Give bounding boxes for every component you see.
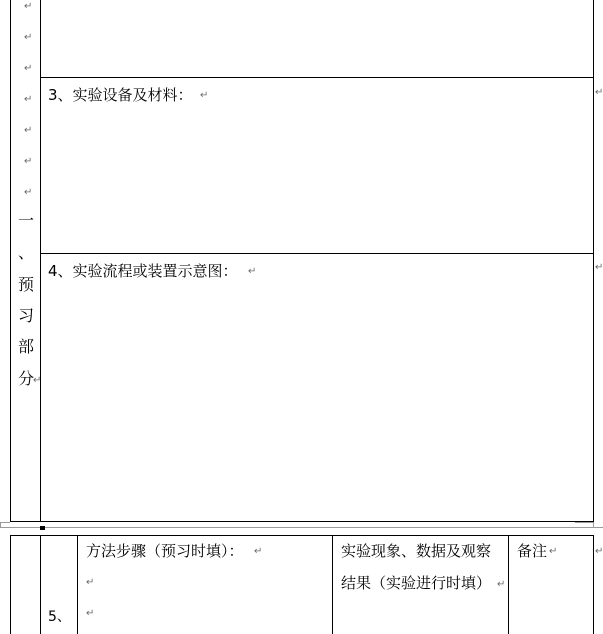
observation-header-line1: 实验现象、数据及观察	[341, 542, 492, 560]
upper-table-bottom-border	[10, 521, 594, 522]
method-steps-header: 方法步骤（预习时填）：	[86, 542, 244, 560]
row-separator-1	[40, 77, 594, 78]
paragraph-mark: ↵	[254, 546, 263, 557]
section-title-char: 习	[17, 306, 34, 325]
paragraph-mark: ↵	[86, 577, 95, 588]
paragraph-mark: ↵	[24, 63, 33, 74]
lower-table-col-divider-1	[40, 535, 41, 634]
paragraph-mark: ↵	[33, 375, 42, 386]
section-title-char: 分	[17, 369, 34, 388]
upper-table-column-divider	[40, 0, 41, 522]
paragraph-mark: ↵	[24, 187, 33, 198]
paragraph-mark: ↵	[595, 87, 603, 98]
lower-table-left-border	[10, 535, 11, 634]
separator-tab-left	[0, 522, 10, 523]
row-separator-2	[40, 253, 594, 254]
upper-table-left-border	[10, 0, 11, 522]
paragraph-mark: ↵	[595, 546, 603, 557]
section-title-char: 预	[17, 275, 34, 294]
paragraph-mark: ↵	[24, 32, 33, 43]
section-title-char: 一	[17, 211, 34, 230]
lower-table-top-border	[10, 535, 594, 536]
paragraph-mark: ↵	[248, 266, 257, 277]
observation-header-line2: 结果（实验进行时填）	[341, 574, 492, 592]
lower-table-col-divider-2	[77, 535, 78, 634]
lower-table-right-border	[593, 535, 594, 634]
paragraph-mark: ↵	[24, 125, 33, 136]
table-move-handle[interactable]	[40, 526, 45, 530]
separator-tab-right	[575, 522, 594, 523]
equipment-materials-label: 3、实验设备及材料：	[48, 86, 193, 104]
paragraph-mark: ↵	[200, 90, 209, 101]
upper-table-right-border	[593, 0, 594, 522]
paragraph-mark: ↵	[24, 94, 33, 105]
paragraph-mark: ↵	[24, 156, 33, 167]
section-title-char: 、	[17, 243, 34, 262]
separator-line	[0, 527, 603, 528]
lower-table-col-divider-4	[508, 535, 509, 634]
section-title-char: 部	[17, 337, 34, 356]
paragraph-mark: ↵	[497, 579, 506, 590]
remark-header: 备注	[517, 542, 548, 560]
paragraph-mark: ↵	[86, 608, 95, 619]
paragraph-mark: ↵	[595, 262, 603, 273]
lower-table-col-divider-3	[332, 535, 333, 634]
row-number-5: 5、	[48, 609, 71, 625]
paragraph-mark: ↵	[549, 546, 558, 557]
process-diagram-label: 4、实验流程或装置示意图：	[48, 262, 238, 280]
paragraph-mark: ↵	[24, 1, 33, 12]
